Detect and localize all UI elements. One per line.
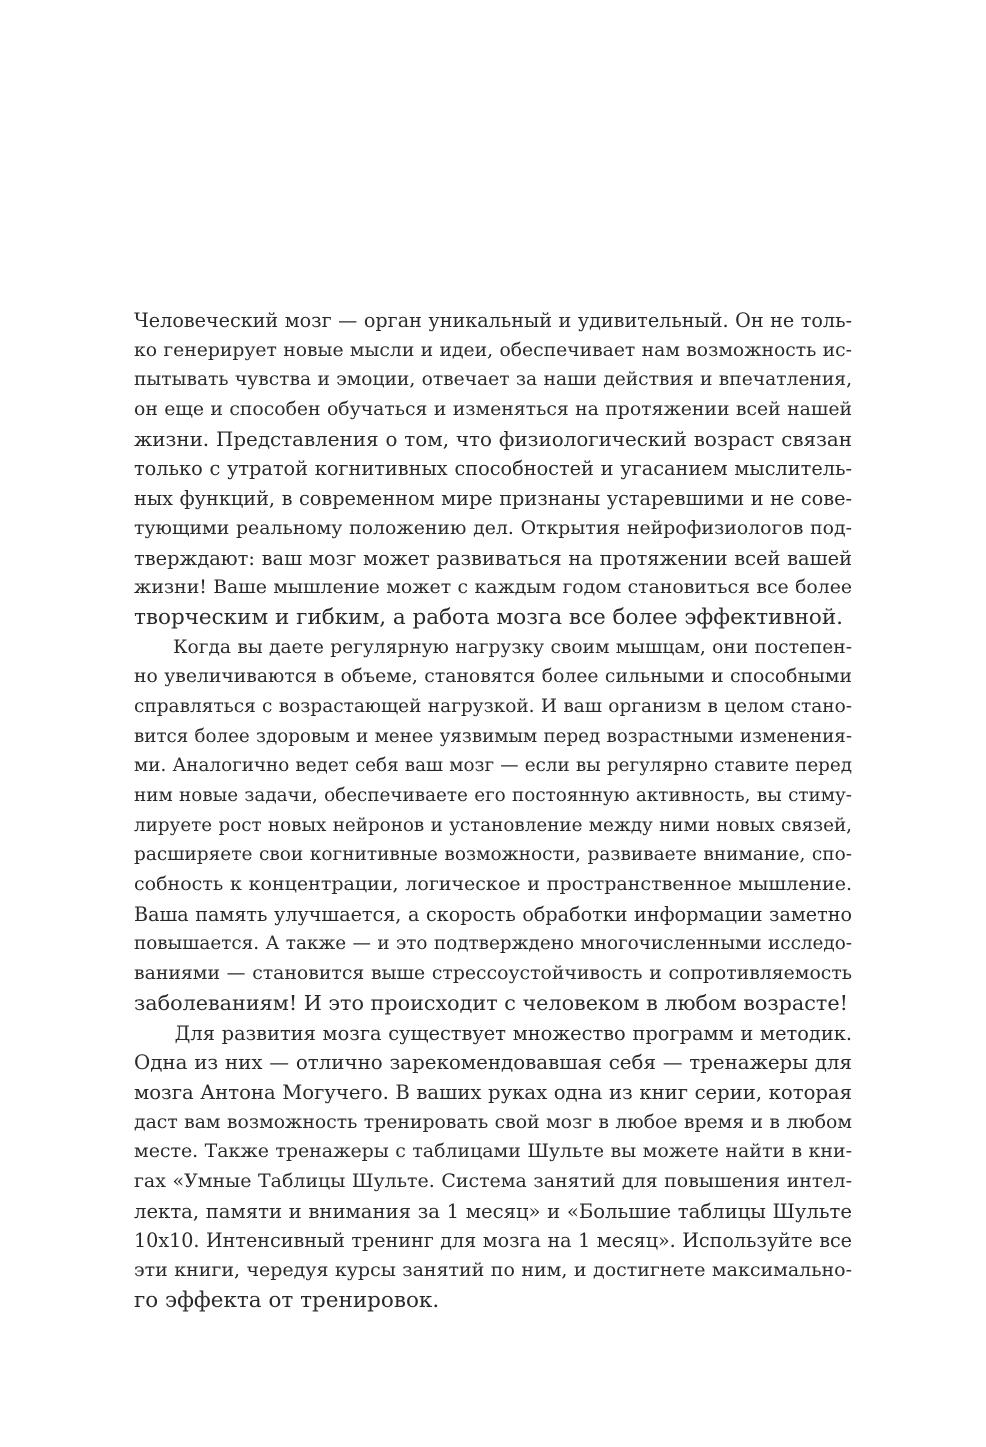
text-line: жизни! Ваше мышление может с каждым годом становиться все более [134,577,852,599]
text-line: вится более здоровым и менее уязвимым перед возрастными изменения- [134,725,852,747]
text-line: ных функций, в современном мире признаны устаревшими и не сове- [134,487,852,511]
text-line: мозга Антона Могучего. В ваших руках одна из книг серии, которая [134,1080,852,1104]
text-line: ним новые задачи, обеспечиваете его постоянную активность, вы стиму- [134,785,852,806]
text-line: справляться с возрастающей нагрузкой. И ваш организм в целом стано- [134,695,852,717]
text-line: лекта, памяти и внимания за 1 месяц» и «Большие таблицы Шульте [134,1199,852,1223]
text-line: собность к концентрации, логическое и пространственное мышление. [134,873,852,896]
text-line: го эффекта от тренировок. [134,1287,440,1313]
text-line: он еще и способен обучаться и изменяться на протяжении всей нашей [134,399,852,421]
text-line: 10х10. Интенсивный тренинг для мозга на 1 месяц». Используйте все [134,1229,852,1253]
text-line: пытывать чувства и эмоции, отвечает за наши действия и впечатления, [134,369,852,391]
text-line: но увеличиваются в объеме, становятся более сильными и способными [134,666,852,688]
text-line: ваниями — становится выше стрессоустойчивость и сопротивляемость [134,963,852,985]
paragraph-3 [134,1019,852,1316]
text-line: расширяете свои когнитивные возможности, развиваете внимание, спо- [134,844,852,866]
text-line: Для развития мозга существует множество программ и методик. [174,1021,852,1045]
text-line: жизни. Представления о том, что физиологический возраст связан [134,427,852,451]
paragraph-1 [134,306,852,633]
text-line: Когда вы даете регулярную нагрузку своим мышцам, они постепен- [173,636,852,658]
paragraph-2 [134,633,852,1019]
text-line: тующими реальному положению дел. Открытия нейрофизиологов под- [134,516,852,539]
text-line: Ваша память улучшается, а скорость обработки информации заметно [134,902,852,926]
text-line: ко генерирует новые мысли и идеи, обеспечивает нам возможность ис- [134,339,852,361]
text-line: даст вам возможность тренировать свой мозг в любое время и в любом [134,1111,852,1133]
text-line: ми. Аналогично ведет себя ваш мозг — если вы регулярно ставите перед [134,755,852,777]
text-line: творческим и гибким, а работа мозга все более эффективной. [134,604,844,630]
text-line: эти книги, чередуя курсы занятий по ним, и достигнете максимально- [134,1259,852,1281]
text-line: Человеческий мозг — орган уникальный и удивительный. Он не толь- [134,309,852,332]
text-line: Одна из них — отлично зарекомендовавшая себя — тренажеры для [134,1051,852,1075]
body-text [134,306,852,1315]
text-line: повышается. А также — и это подтверждено многочисленными исследо- [134,933,852,955]
text-line: гах «Умные Таблицы Шульте. Система занятий для повышения интел- [134,1169,852,1192]
text-line: заболеваниям! И это происходит с человеком в любом возрасте! [134,990,848,1015]
text-line: месте. Также тренажеры с таблицами Шульте вы можете найти в кни- [134,1140,852,1163]
text-line: только с утратой когнитивных способностей и угасанием мыслитель- [134,457,852,481]
text-line: тверждают: ваш мозг может развиваться на протяжении всей вашей [134,546,852,570]
text-line: лируете рост новых нейронов и установление между ними новых связей, [134,814,852,836]
